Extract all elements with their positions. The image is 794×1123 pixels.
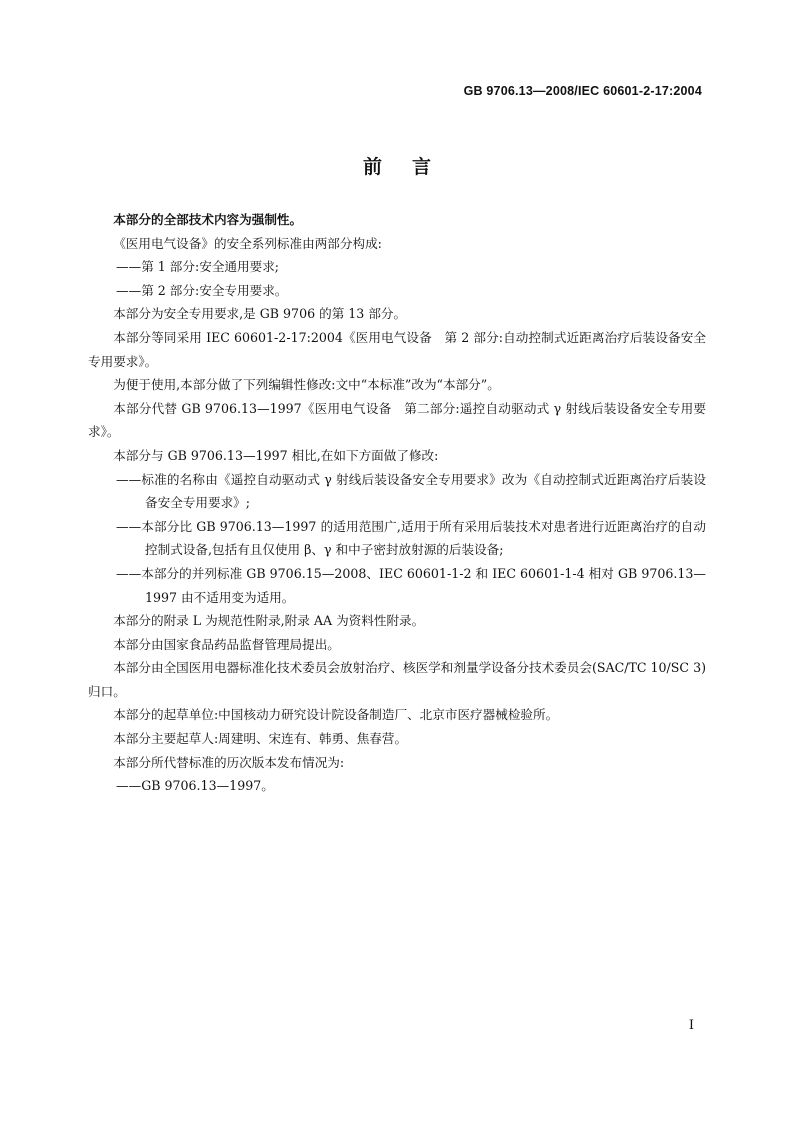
paragraph: 本部分为安全专用要求,是 GB 9706 的第 13 部分。 (113, 306, 407, 322)
list-item: ——第 2 部分:安全专用要求。 (116, 282, 288, 298)
paragraph: 本部分由全国医用电器标准化技术委员会放射治疗、核医学和剂量学设备分技术委员会(SAC/TC 10/SC 3)归口。 (88, 660, 706, 699)
paragraph: 为便于使用,本部分做了下列编辑性修改:文中“本标准”改为“本部分”。 (113, 377, 500, 393)
list-item: ——本部分的并列标准 GB 9706.15—2008、IEC 60601-1-2 和 IEC 60601-1-4 相对 GB 9706.13—1997 由不适用变为适用。 (116, 565, 706, 605)
page-title: 前言 (362, 156, 461, 178)
list-item: ——本部分比 GB 9706.13—1997 的适用范围广,适用于所有采用后装技术对患者进行近距离治疗的自动控制式设备,包括有且仅使用 β、γ 和中子密封放射源的后装设备; (116, 518, 706, 558)
standard-code: GB 9706.13—2008/IEC 60601-2-17:2004 (463, 84, 702, 98)
list-item: ——标准的名称由《遥控自动驱动式 γ 射线后装设备安全专用要求》改为《自动控制式近距离治疗后装设备安全专用要求》; (116, 471, 706, 511)
paragraph: 本部分由国家食品药品监督管理局提出。 (113, 636, 340, 652)
list-item: ——GB 9706.13—1997。 (116, 778, 274, 794)
document-body (88, 208, 706, 798)
paragraph: 本部分等同采用 IEC 60601-2-17:2004《医用电气设备 第 2 部分:自动控制式近距离治疗后装设备安全专用要求》。 (88, 329, 706, 369)
paragraph: 本部分的起草单位:中国核动力研究设计院设备制造厂、北京市医疗器械检验所。 (113, 707, 559, 723)
paragraph: 《医用电气设备》的安全系列标准由两部分构成: (113, 235, 382, 251)
paragraph: 本部分代替 GB 9706.13—1997《医用电气设备 第二部分:遥控自动驱动式 γ 射线后装设备安全专用要求》。 (88, 400, 706, 440)
paragraph: 本部分与 GB 9706.13—1997 相比,在如下方面做了修改: (113, 447, 439, 463)
paragraph: 本部分的附录 L 为规范性附录,附录 AA 为资料性附录。 (113, 613, 425, 629)
paragraph: 本部分所代替标准的历次版本发布情况为: (113, 754, 345, 770)
page-number: I (688, 1018, 694, 1033)
mandatory-statement: 本部分的全部技术内容为强制性。 (113, 212, 303, 227)
paragraph: 本部分主要起草人:周建明、宋连有、韩勇、焦春营。 (113, 731, 408, 747)
list-item: ——第 1 部分:安全通用要求; (116, 259, 280, 275)
